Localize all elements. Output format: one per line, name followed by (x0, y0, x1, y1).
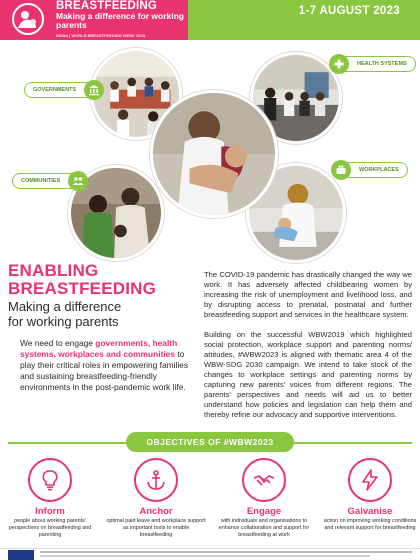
handshake-icon (242, 458, 286, 502)
hero-title-line1: ENABLING (8, 261, 99, 280)
objective-title: Galvanise (347, 506, 393, 517)
government-building-icon (84, 80, 104, 100)
brand-small-text: WABA | WORLD BREASTFEEDING WEEK 2023 (56, 33, 145, 38)
wbw-logo-icon (8, 2, 48, 36)
workplaces-label-text: WORKPLACES (359, 167, 399, 173)
engage-paragraph (20, 338, 200, 393)
campaign-date: 1-7 AUGUST 2023 (298, 5, 400, 17)
communities-label-text: COMMUNITIES (21, 178, 61, 184)
body-text (204, 270, 412, 420)
governments-label (24, 82, 99, 98)
footer-fine-print (40, 551, 412, 553)
footer-fine-print-line2 (40, 555, 370, 557)
footer-bar (0, 548, 420, 560)
objective-anchor (106, 458, 206, 539)
objective-galvanise (320, 458, 420, 532)
people-icon (68, 171, 88, 191)
objective-title: Anchor (139, 506, 173, 517)
lightbulb-icon (28, 458, 72, 502)
objective-description: action on improving working conditions and relevant support for breastfeeding (323, 518, 417, 531)
briefcase-icon (331, 160, 351, 180)
footer-logo-icon (8, 550, 34, 560)
objective-description: with individuals and organisations to enhance collaboration and support for breastfeeding at work (218, 518, 310, 538)
objective-description: people about working parents' perspectives on breastfeeding and parenting (8, 518, 92, 538)
objective-inform (0, 458, 100, 539)
objective-title: Inform (35, 506, 65, 517)
photo-mother-breastfeeding (150, 90, 278, 218)
objective-title: Engage (246, 506, 282, 517)
brand-title: BREASTFEEDING (56, 0, 157, 12)
hero-subtitle-line2: for working parents (8, 314, 119, 329)
engage-highlight: governments, health systems, workplaces and communities (20, 338, 178, 359)
engage-prefix: We need to engage (20, 338, 96, 348)
body-paragraph-2: Building on the successful WBW2019 which highlighted social protection, workplace support and parenting norms/ attitudes, #WBW2023 is aligned with thematic area 4 of the WBW-SDG 2030 campaign. We intend to take stock of the changes to workplace settings and parenting norms by capturing new parents' voices from different regions. The parents' perspectives and needs will aid us to better understand how policies and legislation can help them and thereby refine our advocacy and supportive interventions. (204, 330, 412, 419)
hero-title-line2: BREASTFEEDING (8, 279, 157, 298)
objective-description: optimal paid leave and workplace support as important tools to enable breastfeeding (106, 518, 206, 538)
communities-label (12, 173, 83, 189)
anchor-icon (134, 458, 178, 502)
brand-logo-block (0, 0, 188, 40)
health-plus-icon (329, 54, 349, 74)
header-bar (0, 0, 420, 40)
workplaces-label (336, 162, 408, 178)
hero-subtitle-line1: Making a difference (8, 299, 122, 314)
governments-label-text: GOVERNMENTS (33, 87, 77, 93)
hero-subtitle (8, 299, 121, 329)
engage-suffix: to play their critical roles in empowering families and sustaining breastfeeding-friendly environments in the post-pandemic work life. (20, 349, 189, 392)
lightning-icon (348, 458, 392, 502)
objective-engage (214, 458, 314, 539)
objectives-banner: OBJECTIVES OF #WBW2023 (126, 432, 294, 452)
brand-subtitle: Making a difference for working parents (56, 11, 184, 30)
hero-title (8, 262, 156, 298)
health-systems-label (334, 56, 416, 72)
health-systems-label-text: HEALTH SYSTEMS (357, 61, 407, 67)
body-paragraph-1: The COVID-19 pandemic has drastically changed the way we work. It has adversely affected childbearing women by increasing the risk of unemployment and livelihood loss, and by disrupting access to prenatal, postnatal and further breastfeeding support and services in the healthcare system. (204, 270, 412, 319)
